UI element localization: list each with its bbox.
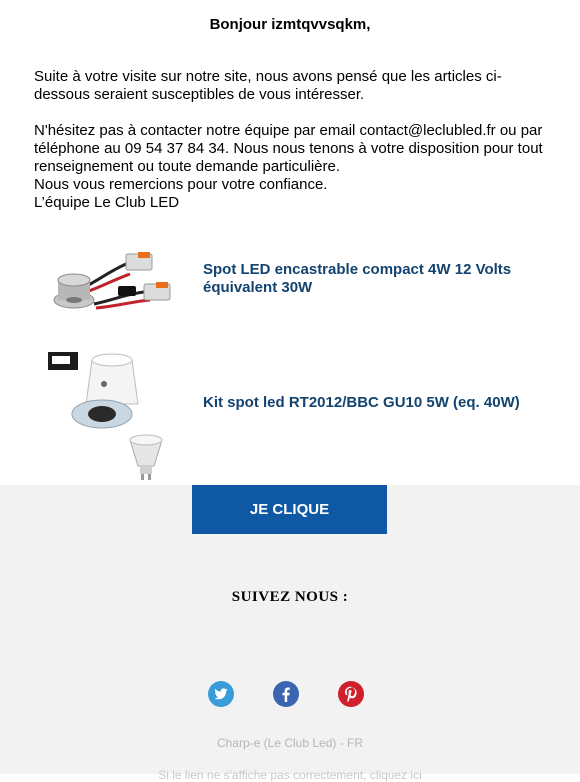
cta-button[interactable]: JE CLIQUE xyxy=(192,485,387,534)
email-footer xyxy=(0,485,580,782)
intro-thanks: Nous vous remercions pour votre confiance. xyxy=(34,176,328,193)
pinterest-icon[interactable] xyxy=(338,681,364,707)
follow-us-label: SUIVEZ NOUS : xyxy=(231,589,349,605)
footer-brand: Charp-e (Le Club Led) - FR xyxy=(216,736,364,750)
footer-view-online-link[interactable]: Si le lien ne s'affiche pas correctement, cliquez ici xyxy=(158,768,422,782)
product-image-spot-kit[interactable] xyxy=(34,344,174,489)
intro-text xyxy=(34,68,546,212)
intro-signature: L’équipe Le Club LED xyxy=(34,194,180,211)
product-item xyxy=(0,344,580,484)
greeting: Bonjour izmtqvvsqkm, xyxy=(209,16,371,33)
product-title-link[interactable]: Spot LED encastrable compact 4W 12 Volts équivalent 30W xyxy=(203,261,512,296)
product-title-link[interactable]: Kit spot led RT2012/BBC GU10 5W (eq. 40W) xyxy=(203,394,520,411)
product-image-spot-led[interactable] xyxy=(34,234,184,347)
intro-paragraph-1: Suite à votre visite sur notre site, nous avons pensé que les articles ci-dessous seraient susceptibles de vous intéresser. xyxy=(34,68,502,103)
intro-contact-paragraph: N'hésitez pas à contacter notre équipe par email contact@leclubled.fr ou par téléphone au 09 54 37 84 34. Nous nous tenons à votre disposition pour tout renseignement ou toute demande particulière. xyxy=(34,122,543,175)
twitter-icon[interactable] xyxy=(208,681,234,707)
product-item xyxy=(0,234,580,342)
facebook-icon[interactable] xyxy=(273,681,299,707)
